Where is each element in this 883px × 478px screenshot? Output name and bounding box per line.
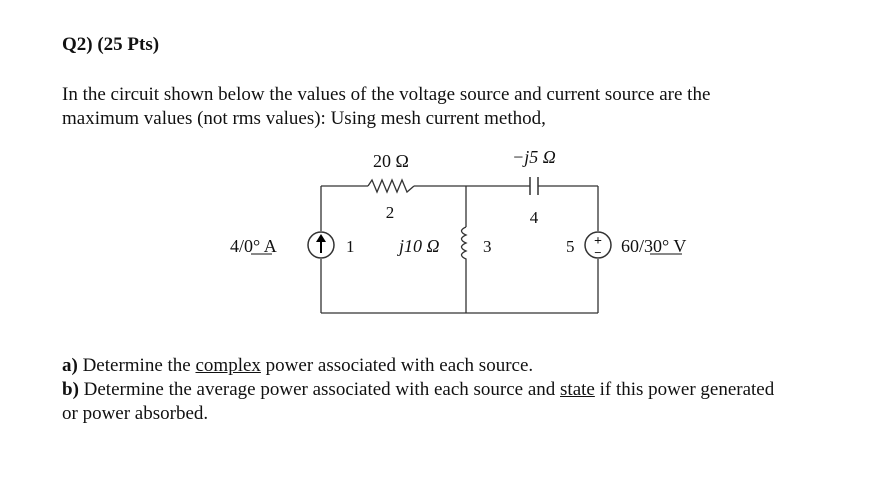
voltage-source (585, 232, 611, 260)
part-a-label: a) (62, 355, 78, 376)
current-source (308, 232, 334, 258)
part-a (62, 354, 877, 378)
part-b-text-post: if this power generated (594, 379, 775, 400)
part-b-label: b) (62, 379, 79, 400)
question-heading: Q2) (25 Pts) (62, 34, 160, 55)
part-a-text-post: power associated with each source. (260, 355, 534, 376)
voltage-minus-sign: − (594, 245, 602, 260)
node-2-label: 2 (385, 203, 395, 222)
node-1-label: 1 (346, 237, 355, 256)
capacitor-symbol (530, 177, 538, 195)
intro-line-2: maximum values (not rms values): Using mesh current method, (62, 108, 546, 129)
capacitor-label: −j5 Ω (512, 147, 556, 167)
inductor-coil (462, 227, 467, 263)
resistor-label: 20 Ω (373, 151, 409, 171)
voltage-plus-sign: + (594, 234, 602, 249)
part-a-underlined: complex (195, 355, 261, 376)
part-b-underlined: state (560, 379, 595, 400)
intro-line-1: In the circuit shown below the values of the voltage source and current source are the (62, 84, 711, 105)
node-5-label: 5 (566, 237, 575, 256)
node-4-label: 4 (529, 208, 539, 227)
resistor-20-ohm (368, 180, 414, 192)
circuit-wires (321, 186, 598, 313)
node-3-label: 3 (483, 237, 492, 256)
inductor-label: j10 Ω (399, 236, 440, 256)
part-b-text-pre: Determine the average power associated with each source and (78, 379, 561, 400)
voltage-source-label: 60/30° V (621, 236, 687, 256)
current-source-label: 4/0° A (230, 236, 277, 256)
part-b (62, 378, 877, 402)
part-b-line-2: or power absorbed. (62, 403, 209, 424)
question-parts (62, 354, 877, 426)
part-a-text-pre: Determine the (77, 355, 196, 376)
